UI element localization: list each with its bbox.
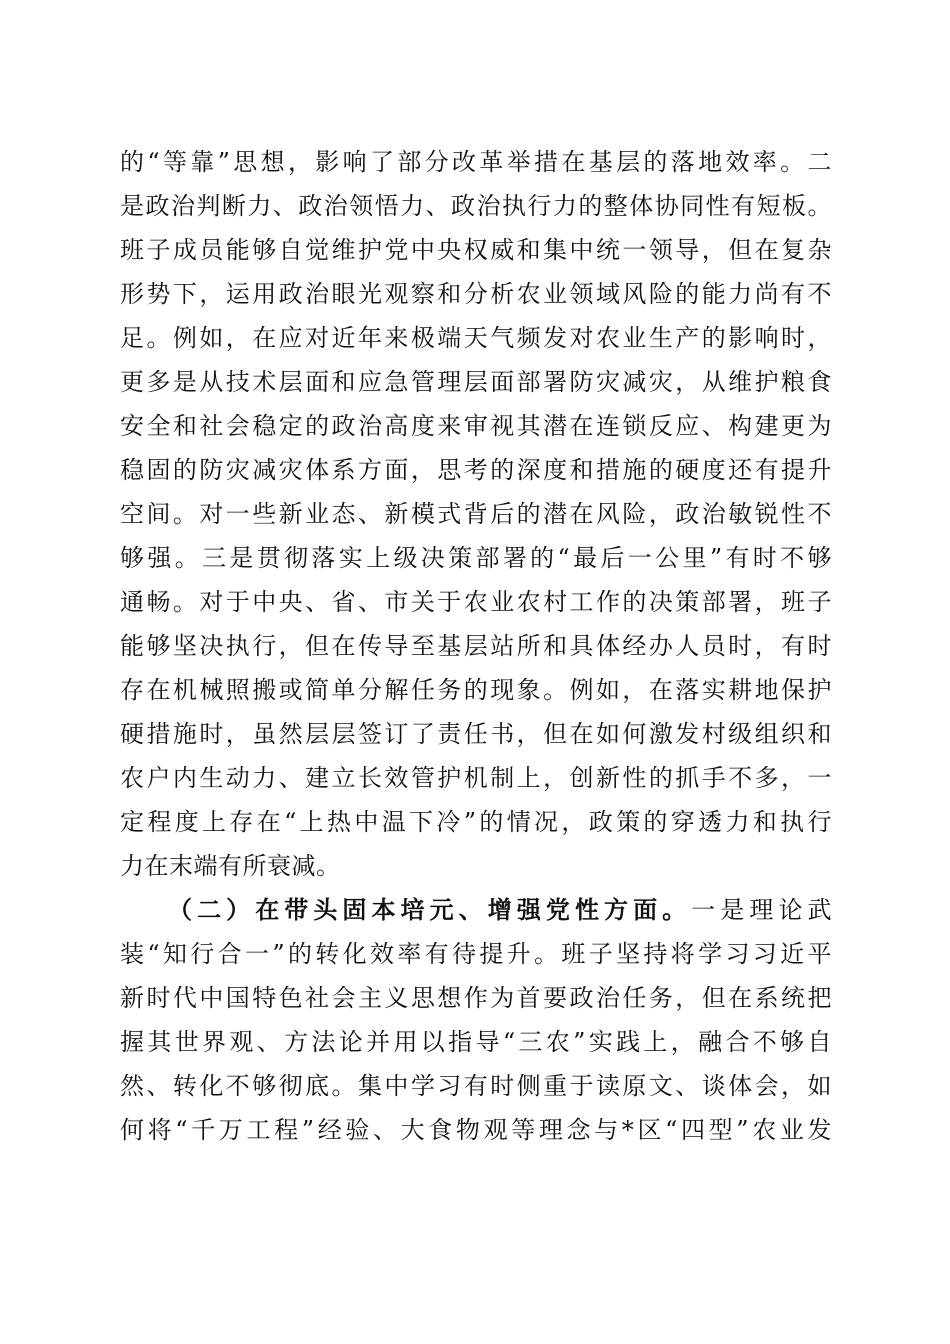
body-line-16: 定程度上存在“上热中温下冷”的情况，政策的穿透力和执行 <box>120 808 832 836</box>
body-line-11: 通畅。对于中央、省、市关于农业农村工作的决策部署，班子 <box>120 588 832 616</box>
section-line-5: 何将“千万工程”经验、大食物观等理念与*区“四型”农业发 <box>120 1116 832 1144</box>
body-line-7: 安全和社会稳定的政治高度来审视其潜在连锁反应、构建更为 <box>120 412 832 440</box>
section-heading-line <box>168 890 832 930</box>
section-heading: （二）在带头固本培元、增强党性方面。 <box>168 895 692 924</box>
body-line-8: 稳固的防灾减灾体系方面，思考的深度和措施的硬度还有提升 <box>120 456 832 484</box>
body-line-9: 空间。对一些新业态、新模式背后的潜在风险，政治敏锐性不 <box>120 500 832 528</box>
section-line-1: 装“知行合一”的转化效率有待提升。班子坚持将学习习近平 <box>120 940 832 968</box>
body-line-14: 硬措施时，虽然层层签订了责任书，但在如何激发村级组织和 <box>120 720 832 748</box>
body-line-12: 能够坚决执行，但在传导至基层站所和具体经办人员时，有时 <box>120 632 832 660</box>
body-line-15: 农户内生动力、建立长效管护机制上，创新性的抓手不多，一 <box>120 764 832 792</box>
section-heading-rest: 一是理论武 <box>691 896 833 924</box>
body-line-2: 是政治判断力、政治领悟力、政治执行力的整体协同性有短板。 <box>120 192 832 220</box>
body-line-1: 的“等靠”思想，影响了部分改革举措在基层的落地效率。二 <box>120 148 832 176</box>
body-line-5: 足。例如，在应对近年来极端天气频发对农业生产的影响时， <box>120 324 832 352</box>
section-line-4: 然、转化不够彻底。集中学习有时侧重于读原文、谈体会，如 <box>120 1072 832 1100</box>
body-line-17: 力在末端有所衰减。 <box>120 852 341 880</box>
section-line-2: 新时代中国特色社会主义思想作为首要政治任务，但在系统把 <box>120 984 832 1012</box>
body-line-6: 更多是从技术层面和应急管理层面部署防灾减灾，从维护粮食 <box>120 368 832 396</box>
body-line-13: 存在机械照搬或简单分解任务的现象。例如，在落实耕地保护 <box>120 676 832 704</box>
body-line-10: 够强。三是贯彻落实上级决策部署的“最后一公里”有时不够 <box>120 544 832 572</box>
body-line-3: 班子成员能够自觉维护党中央权威和集中统一领导，但在复杂 <box>120 236 832 264</box>
body-line-4: 形势下，运用政治眼光观察和分析农业领域风险的能力尚有不 <box>120 280 832 308</box>
section-line-3: 握其世界观、方法论并用以指导“三农”实践上，融合不够自 <box>120 1028 832 1056</box>
